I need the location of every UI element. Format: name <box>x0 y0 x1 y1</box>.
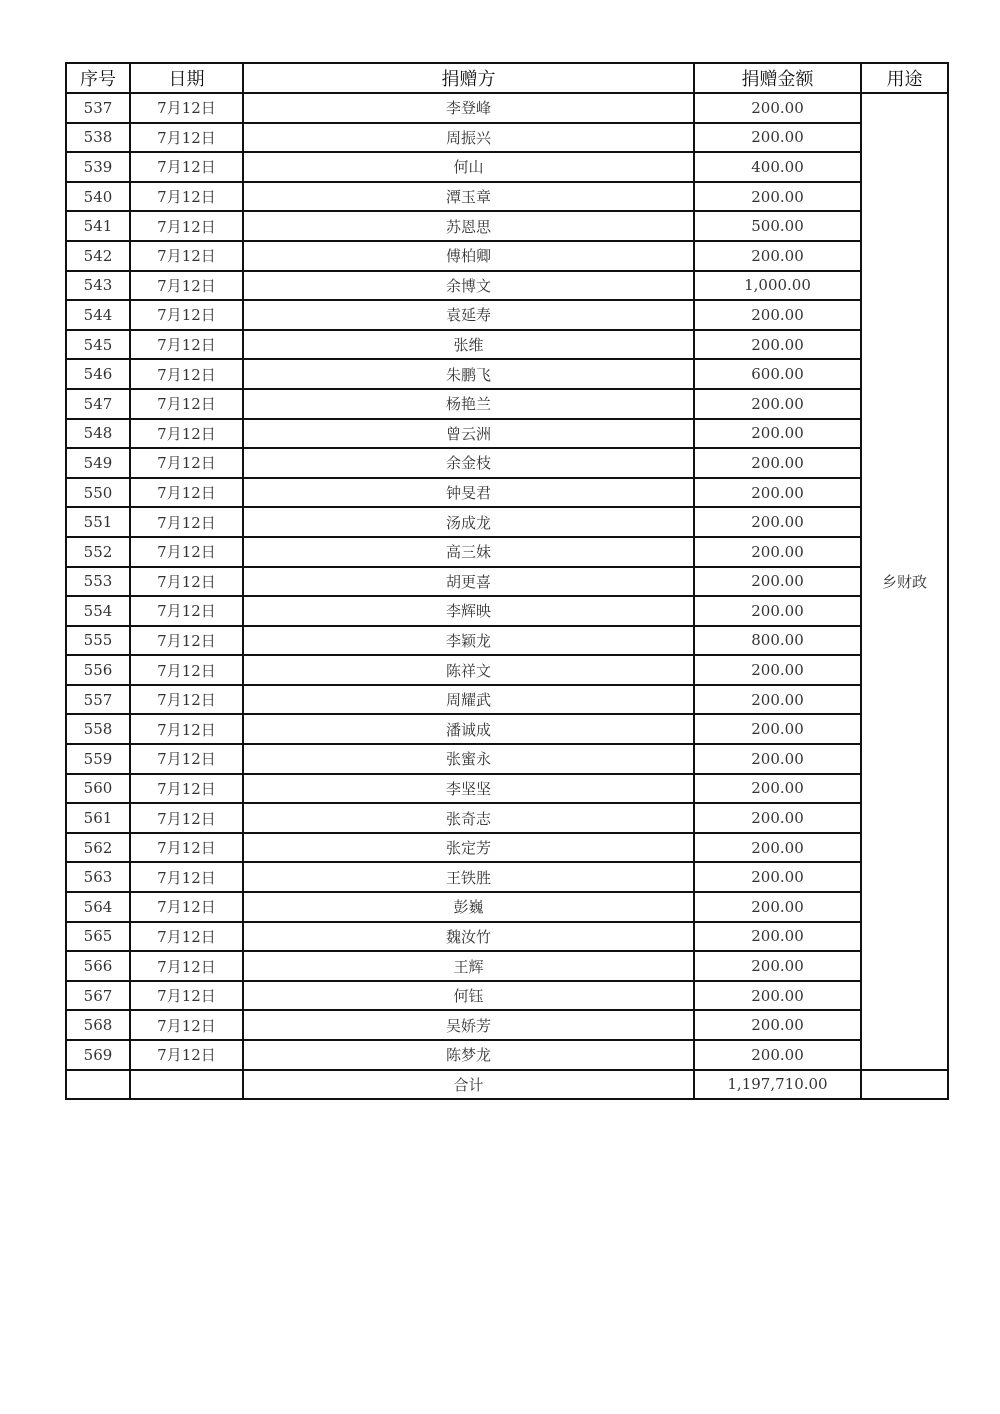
table-row <box>66 1010 948 1040</box>
total-label: 合计 <box>243 1070 694 1100</box>
table-row <box>66 892 948 922</box>
row-donor: 袁延寿 <box>243 300 694 330</box>
row-donor: 陈祥文 <box>243 655 694 685</box>
row-donor: 曾云洲 <box>243 419 694 449</box>
row-amount: 500.00 <box>694 211 861 241</box>
row-donor: 傅柏卿 <box>243 241 694 271</box>
row-index: 557 <box>66 685 130 715</box>
table-row <box>66 744 948 774</box>
row-index: 542 <box>66 241 130 271</box>
row-amount: 200.00 <box>694 714 861 744</box>
row-donor: 高三妹 <box>243 537 694 567</box>
row-donor: 李辉映 <box>243 596 694 626</box>
header-date: 日期 <box>130 63 243 93</box>
row-index: 552 <box>66 537 130 567</box>
row-index: 550 <box>66 478 130 508</box>
row-index: 548 <box>66 419 130 449</box>
row-index: 556 <box>66 655 130 685</box>
row-index: 540 <box>66 182 130 212</box>
usage-cell: 乡财政 <box>861 93 948 1070</box>
table-row <box>66 93 948 123</box>
table-row <box>66 714 948 744</box>
table-row <box>66 271 948 301</box>
table-row <box>66 537 948 567</box>
table-row <box>66 123 948 153</box>
table-row <box>66 359 948 389</box>
row-donor: 钟旻君 <box>243 478 694 508</box>
row-index: 559 <box>66 744 130 774</box>
row-date: 7月12日 <box>130 892 243 922</box>
row-date: 7月12日 <box>130 123 243 153</box>
row-index: 558 <box>66 714 130 744</box>
row-amount: 200.00 <box>694 892 861 922</box>
row-index: 554 <box>66 596 130 626</box>
table-row <box>66 330 948 360</box>
row-amount: 200.00 <box>694 389 861 419</box>
row-index: 561 <box>66 803 130 833</box>
table-row <box>66 774 948 804</box>
row-amount: 200.00 <box>694 951 861 981</box>
row-index: 562 <box>66 833 130 863</box>
row-amount: 200.00 <box>694 981 861 1011</box>
row-amount: 200.00 <box>694 744 861 774</box>
row-index: 537 <box>66 93 130 123</box>
table-row <box>66 478 948 508</box>
row-donor: 张维 <box>243 330 694 360</box>
table-row <box>66 833 948 863</box>
row-amount: 200.00 <box>694 478 861 508</box>
row-donor: 汤成龙 <box>243 507 694 537</box>
row-index: 567 <box>66 981 130 1011</box>
table-row <box>66 182 948 212</box>
row-index: 549 <box>66 448 130 478</box>
row-date: 7月12日 <box>130 241 243 271</box>
row-date: 7月12日 <box>130 714 243 744</box>
row-donor: 苏恩思 <box>243 211 694 241</box>
table-row <box>66 626 948 656</box>
row-amount: 200.00 <box>694 241 861 271</box>
table-row <box>66 211 948 241</box>
row-date: 7月12日 <box>130 774 243 804</box>
row-index: 553 <box>66 567 130 597</box>
row-date: 7月12日 <box>130 862 243 892</box>
row-donor: 张奇志 <box>243 803 694 833</box>
row-donor: 何山 <box>243 152 694 182</box>
total-index <box>66 1070 130 1100</box>
row-index: 564 <box>66 892 130 922</box>
row-date: 7月12日 <box>130 152 243 182</box>
row-date: 7月12日 <box>130 626 243 656</box>
table-row <box>66 419 948 449</box>
table-row <box>66 389 948 419</box>
row-donor: 胡更喜 <box>243 567 694 597</box>
row-amount: 200.00 <box>694 803 861 833</box>
table-row <box>66 152 948 182</box>
row-date: 7月12日 <box>130 300 243 330</box>
row-date: 7月12日 <box>130 389 243 419</box>
row-index: 560 <box>66 774 130 804</box>
row-amount: 200.00 <box>694 655 861 685</box>
row-donor: 周耀武 <box>243 685 694 715</box>
table-body <box>66 93 948 1070</box>
table-row <box>66 655 948 685</box>
row-donor: 余金枝 <box>243 448 694 478</box>
row-index: 539 <box>66 152 130 182</box>
row-date: 7月12日 <box>130 359 243 389</box>
row-donor: 周振兴 <box>243 123 694 153</box>
table-row <box>66 685 948 715</box>
row-donor: 吴娇芳 <box>243 1010 694 1040</box>
row-amount: 200.00 <box>694 448 861 478</box>
row-amount: 200.00 <box>694 1010 861 1040</box>
row-date: 7月12日 <box>130 507 243 537</box>
row-donor: 王辉 <box>243 951 694 981</box>
row-amount: 200.00 <box>694 330 861 360</box>
row-amount: 200.00 <box>694 862 861 892</box>
row-donor: 张定芳 <box>243 833 694 863</box>
row-donor: 杨艳兰 <box>243 389 694 419</box>
row-donor: 李颖龙 <box>243 626 694 656</box>
row-donor: 潭玉章 <box>243 182 694 212</box>
row-amount: 200.00 <box>694 300 861 330</box>
row-date: 7月12日 <box>130 537 243 567</box>
table-row <box>66 862 948 892</box>
header-amount: 捐赠金额 <box>694 63 861 93</box>
row-date: 7月12日 <box>130 685 243 715</box>
row-index: 547 <box>66 389 130 419</box>
row-date: 7月12日 <box>130 182 243 212</box>
row-donor: 王铁胜 <box>243 862 694 892</box>
row-amount: 200.00 <box>694 922 861 952</box>
row-amount: 800.00 <box>694 626 861 656</box>
row-index: 544 <box>66 300 130 330</box>
total-usage <box>861 1070 948 1100</box>
table-row <box>66 596 948 626</box>
row-amount: 200.00 <box>694 419 861 449</box>
row-donor: 李登峰 <box>243 93 694 123</box>
row-date: 7月12日 <box>130 567 243 597</box>
row-donor: 张蜜永 <box>243 744 694 774</box>
row-date: 7月12日 <box>130 211 243 241</box>
row-amount: 400.00 <box>694 152 861 182</box>
row-date: 7月12日 <box>130 981 243 1011</box>
table-row <box>66 951 948 981</box>
row-amount: 200.00 <box>694 833 861 863</box>
table-row <box>66 300 948 330</box>
table-row <box>66 803 948 833</box>
header-index: 序号 <box>66 63 130 93</box>
total-row <box>66 1070 948 1100</box>
table-row <box>66 1040 948 1070</box>
row-amount: 200.00 <box>694 1040 861 1070</box>
row-index: 566 <box>66 951 130 981</box>
row-index: 545 <box>66 330 130 360</box>
row-index: 555 <box>66 626 130 656</box>
row-date: 7月12日 <box>130 922 243 952</box>
table-row <box>66 507 948 537</box>
row-index: 565 <box>66 922 130 952</box>
row-index: 563 <box>66 862 130 892</box>
row-index: 568 <box>66 1010 130 1040</box>
row-amount: 1,000.00 <box>694 271 861 301</box>
row-date: 7月12日 <box>130 419 243 449</box>
row-amount: 200.00 <box>694 774 861 804</box>
donation-table <box>65 62 949 1100</box>
total-amount: 1,197,710.00 <box>694 1070 861 1100</box>
row-donor: 陈梦龙 <box>243 1040 694 1070</box>
row-date: 7月12日 <box>130 596 243 626</box>
row-amount: 200.00 <box>694 567 861 597</box>
table-row <box>66 922 948 952</box>
row-index: 569 <box>66 1040 130 1070</box>
row-date: 7月12日 <box>130 1010 243 1040</box>
header-usage: 用途 <box>861 63 948 93</box>
row-index: 541 <box>66 211 130 241</box>
row-date: 7月12日 <box>130 744 243 774</box>
header-row <box>66 63 948 93</box>
row-index: 546 <box>66 359 130 389</box>
row-donor: 彭巍 <box>243 892 694 922</box>
row-donor: 魏汝竹 <box>243 922 694 952</box>
row-date: 7月12日 <box>130 655 243 685</box>
row-date: 7月12日 <box>130 803 243 833</box>
row-donor: 余博文 <box>243 271 694 301</box>
row-amount: 200.00 <box>694 537 861 567</box>
table-row <box>66 567 948 597</box>
row-date: 7月12日 <box>130 271 243 301</box>
row-amount: 200.00 <box>694 596 861 626</box>
row-date: 7月12日 <box>130 478 243 508</box>
row-date: 7月12日 <box>130 448 243 478</box>
row-date: 7月12日 <box>130 93 243 123</box>
header-donor: 捐赠方 <box>243 63 694 93</box>
row-index: 538 <box>66 123 130 153</box>
row-donor: 潘诚成 <box>243 714 694 744</box>
row-amount: 200.00 <box>694 507 861 537</box>
row-amount: 200.00 <box>694 123 861 153</box>
total-date <box>130 1070 243 1100</box>
row-date: 7月12日 <box>130 951 243 981</box>
row-index: 543 <box>66 271 130 301</box>
row-amount: 200.00 <box>694 685 861 715</box>
table-row <box>66 981 948 1011</box>
row-index: 551 <box>66 507 130 537</box>
row-date: 7月12日 <box>130 1040 243 1070</box>
row-donor: 李坚坚 <box>243 774 694 804</box>
row-date: 7月12日 <box>130 833 243 863</box>
row-amount: 200.00 <box>694 93 861 123</box>
row-amount: 200.00 <box>694 182 861 212</box>
row-amount: 600.00 <box>694 359 861 389</box>
row-donor: 何钰 <box>243 981 694 1011</box>
row-donor: 朱鹏飞 <box>243 359 694 389</box>
row-date: 7月12日 <box>130 330 243 360</box>
table-row <box>66 448 948 478</box>
table-row <box>66 241 948 271</box>
